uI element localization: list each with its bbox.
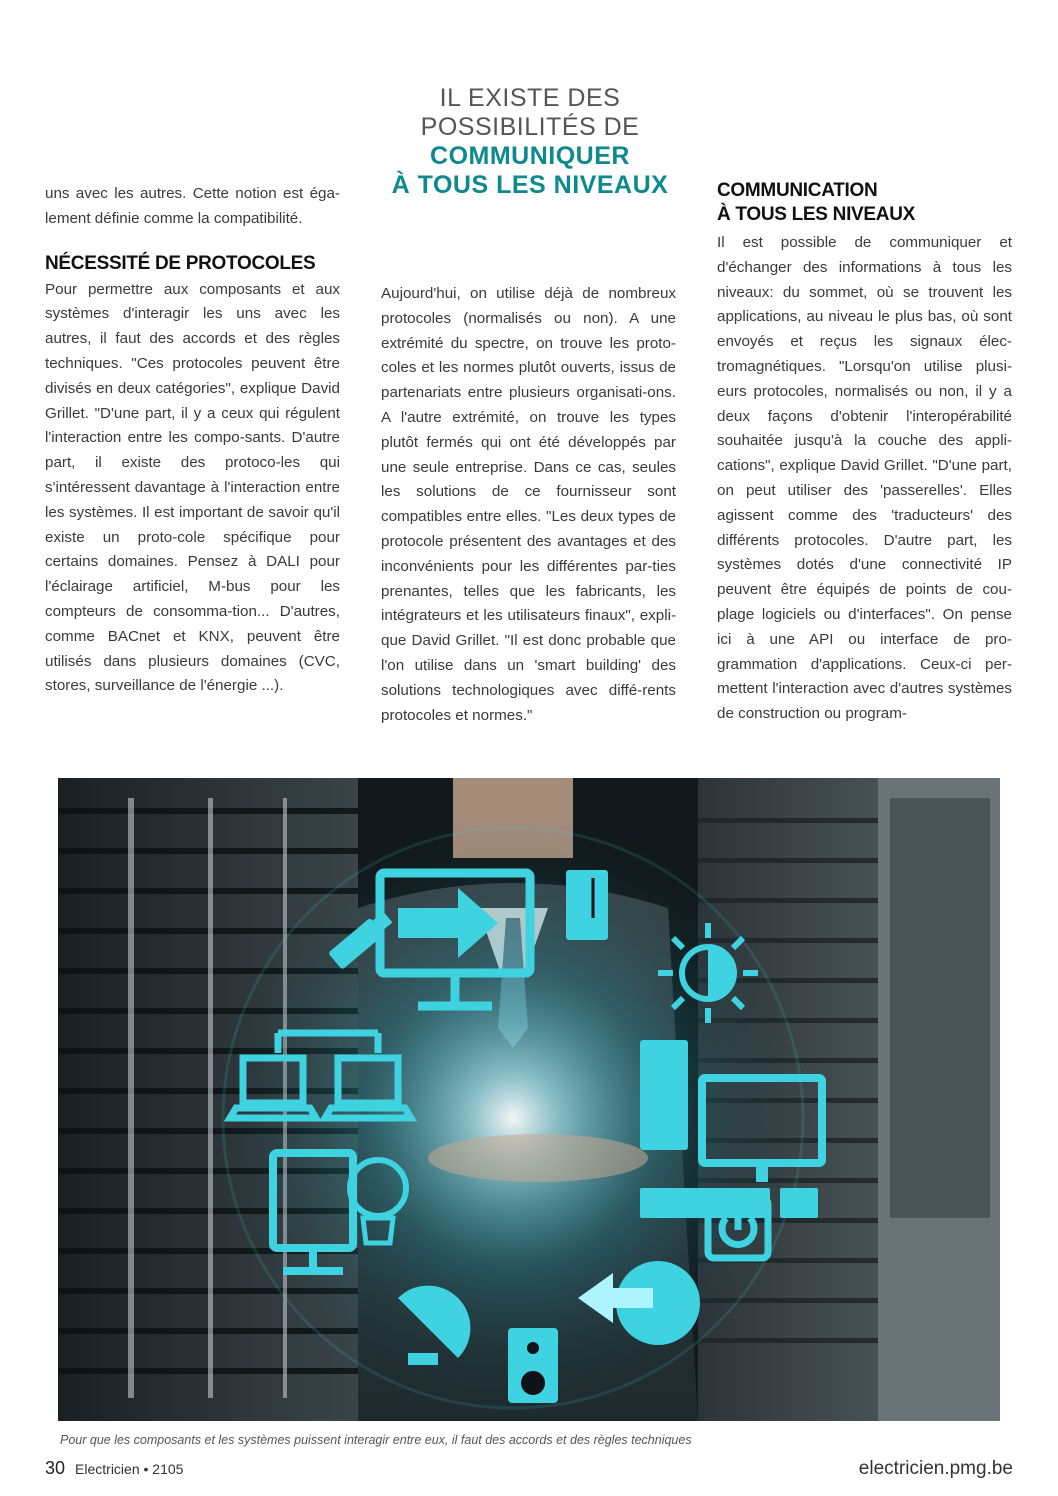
paragraph: Aujourd'hui, on utilise déjà de nombreux protocoles (normalisés ou non). A une extrémité du spectre, on trouve les proto-coles et les normes plutôt ouverts, issus de partenariats entre plusieurs organisati-ons. A l'autre extrémité, on trouve les types plutôt fermés qui ont été développés par une seule entreprise. Dans ce cas, seules les solutions de ce fournisseur sont compatibles entre elles. "Les deux types de protocole présentent des avantages et des inconvénients pour les différentes par-ties prenantes, telles que les fabricants, les intégrateurs et les utilisateurs finaux", expli-que David Grillet. "Il est donc probable que l'on utilise dans un 'smart building' des solutions technologiques avec diffé-rents protocoles et normes."	[381, 285, 676, 724]
photo-caption: Pour que les composants et les systèmes puissent interagir entre eux, il faut des accords et des règles techniques	[60, 1433, 692, 1447]
pull-quote-highlight: COMMUNIQUER	[430, 142, 630, 170]
computer-plug-icon	[566, 870, 608, 940]
pull-quote-line: IL EXISTE DES	[439, 84, 621, 112]
column-1	[45, 182, 340, 699]
article-photo	[58, 778, 1000, 1421]
pull-quote	[380, 84, 680, 200]
column-3	[717, 179, 1012, 727]
paragraph: Il est possible de communiquer et d'échanger des informations à tous les niveaux: du sommet, où se trouvent les applications, au niveau le plus bas, où sont envoyés et reçus les signaux élec-tromagnétiques. "Lorsqu'on utilise plusi-eurs protocoles, normalisés ou non, il y a deux façons d'obtenir l'interopérabilité souhaitée jusqu'à la couche des appli-cations", explique David Grillet. "D'une part, on peut utiliser des 'passerelles'. Elles agissent comme des 'traducteurs' des différents protocoles. D'autre part, les systèmes dotés d'une connectivité IP peuvent être équipés de points de cou-plage logiciels ou d'interfaces". On pense ici à une API ou interface de pro-grammation d'applications. Ceux-ci per-mettent l'interaction avec d'autres systèmes de construction ou program-	[717, 234, 1012, 723]
column-2	[381, 282, 676, 728]
pull-quote-line: POSSIBILITÉS DE	[420, 113, 640, 141]
website-link[interactable]: electricien.pmg.be	[858, 1458, 1013, 1479]
section-heading: NÉCESSITÉ DE PROTOCOLES	[45, 252, 316, 274]
keyboard-icon	[640, 1188, 818, 1218]
paragraph: Pour permettre aux composants et aux systèmes d'interagir les uns avec les autres, il faut des accords et des règles techniques. "Ces protocoles peuvent être divisés en deux catégories", explique David Grillet. "D'une part, il y a ceux qui régulent l'interaction entre les compo-sants. D'autre part, il existe des protoco-les qui s'intéressent davantage à l'interaction entre les systèmes. Il est important de savoir qu'il existe un proto-cole spécifique pour certains domaines. Pensez à DALI pour l'éclairage artificiel, M-bus pour les compteurs de consomma-tion... D'autres, comme BACnet et KNX, peuvent être utilisés dans plusieurs domaines (CVC, stores, surveillance de l'énergie ...).	[45, 280, 340, 695]
speaker-icon	[508, 1328, 558, 1403]
footer-folio	[45, 1458, 183, 1479]
pull-quote-highlight: À TOUS LES NIVEAUX	[391, 171, 669, 199]
section-heading: À TOUS LES NIVEAUX	[717, 204, 916, 225]
page-number: 30	[45, 1458, 66, 1478]
magazine-issue: Electricien • 2105	[75, 1461, 184, 1477]
paragraph: uns avec les autres. Cette notion est éga-lement définie comme la compatibilité.	[45, 185, 340, 227]
section-heading: COMMUNICATION	[717, 180, 878, 201]
